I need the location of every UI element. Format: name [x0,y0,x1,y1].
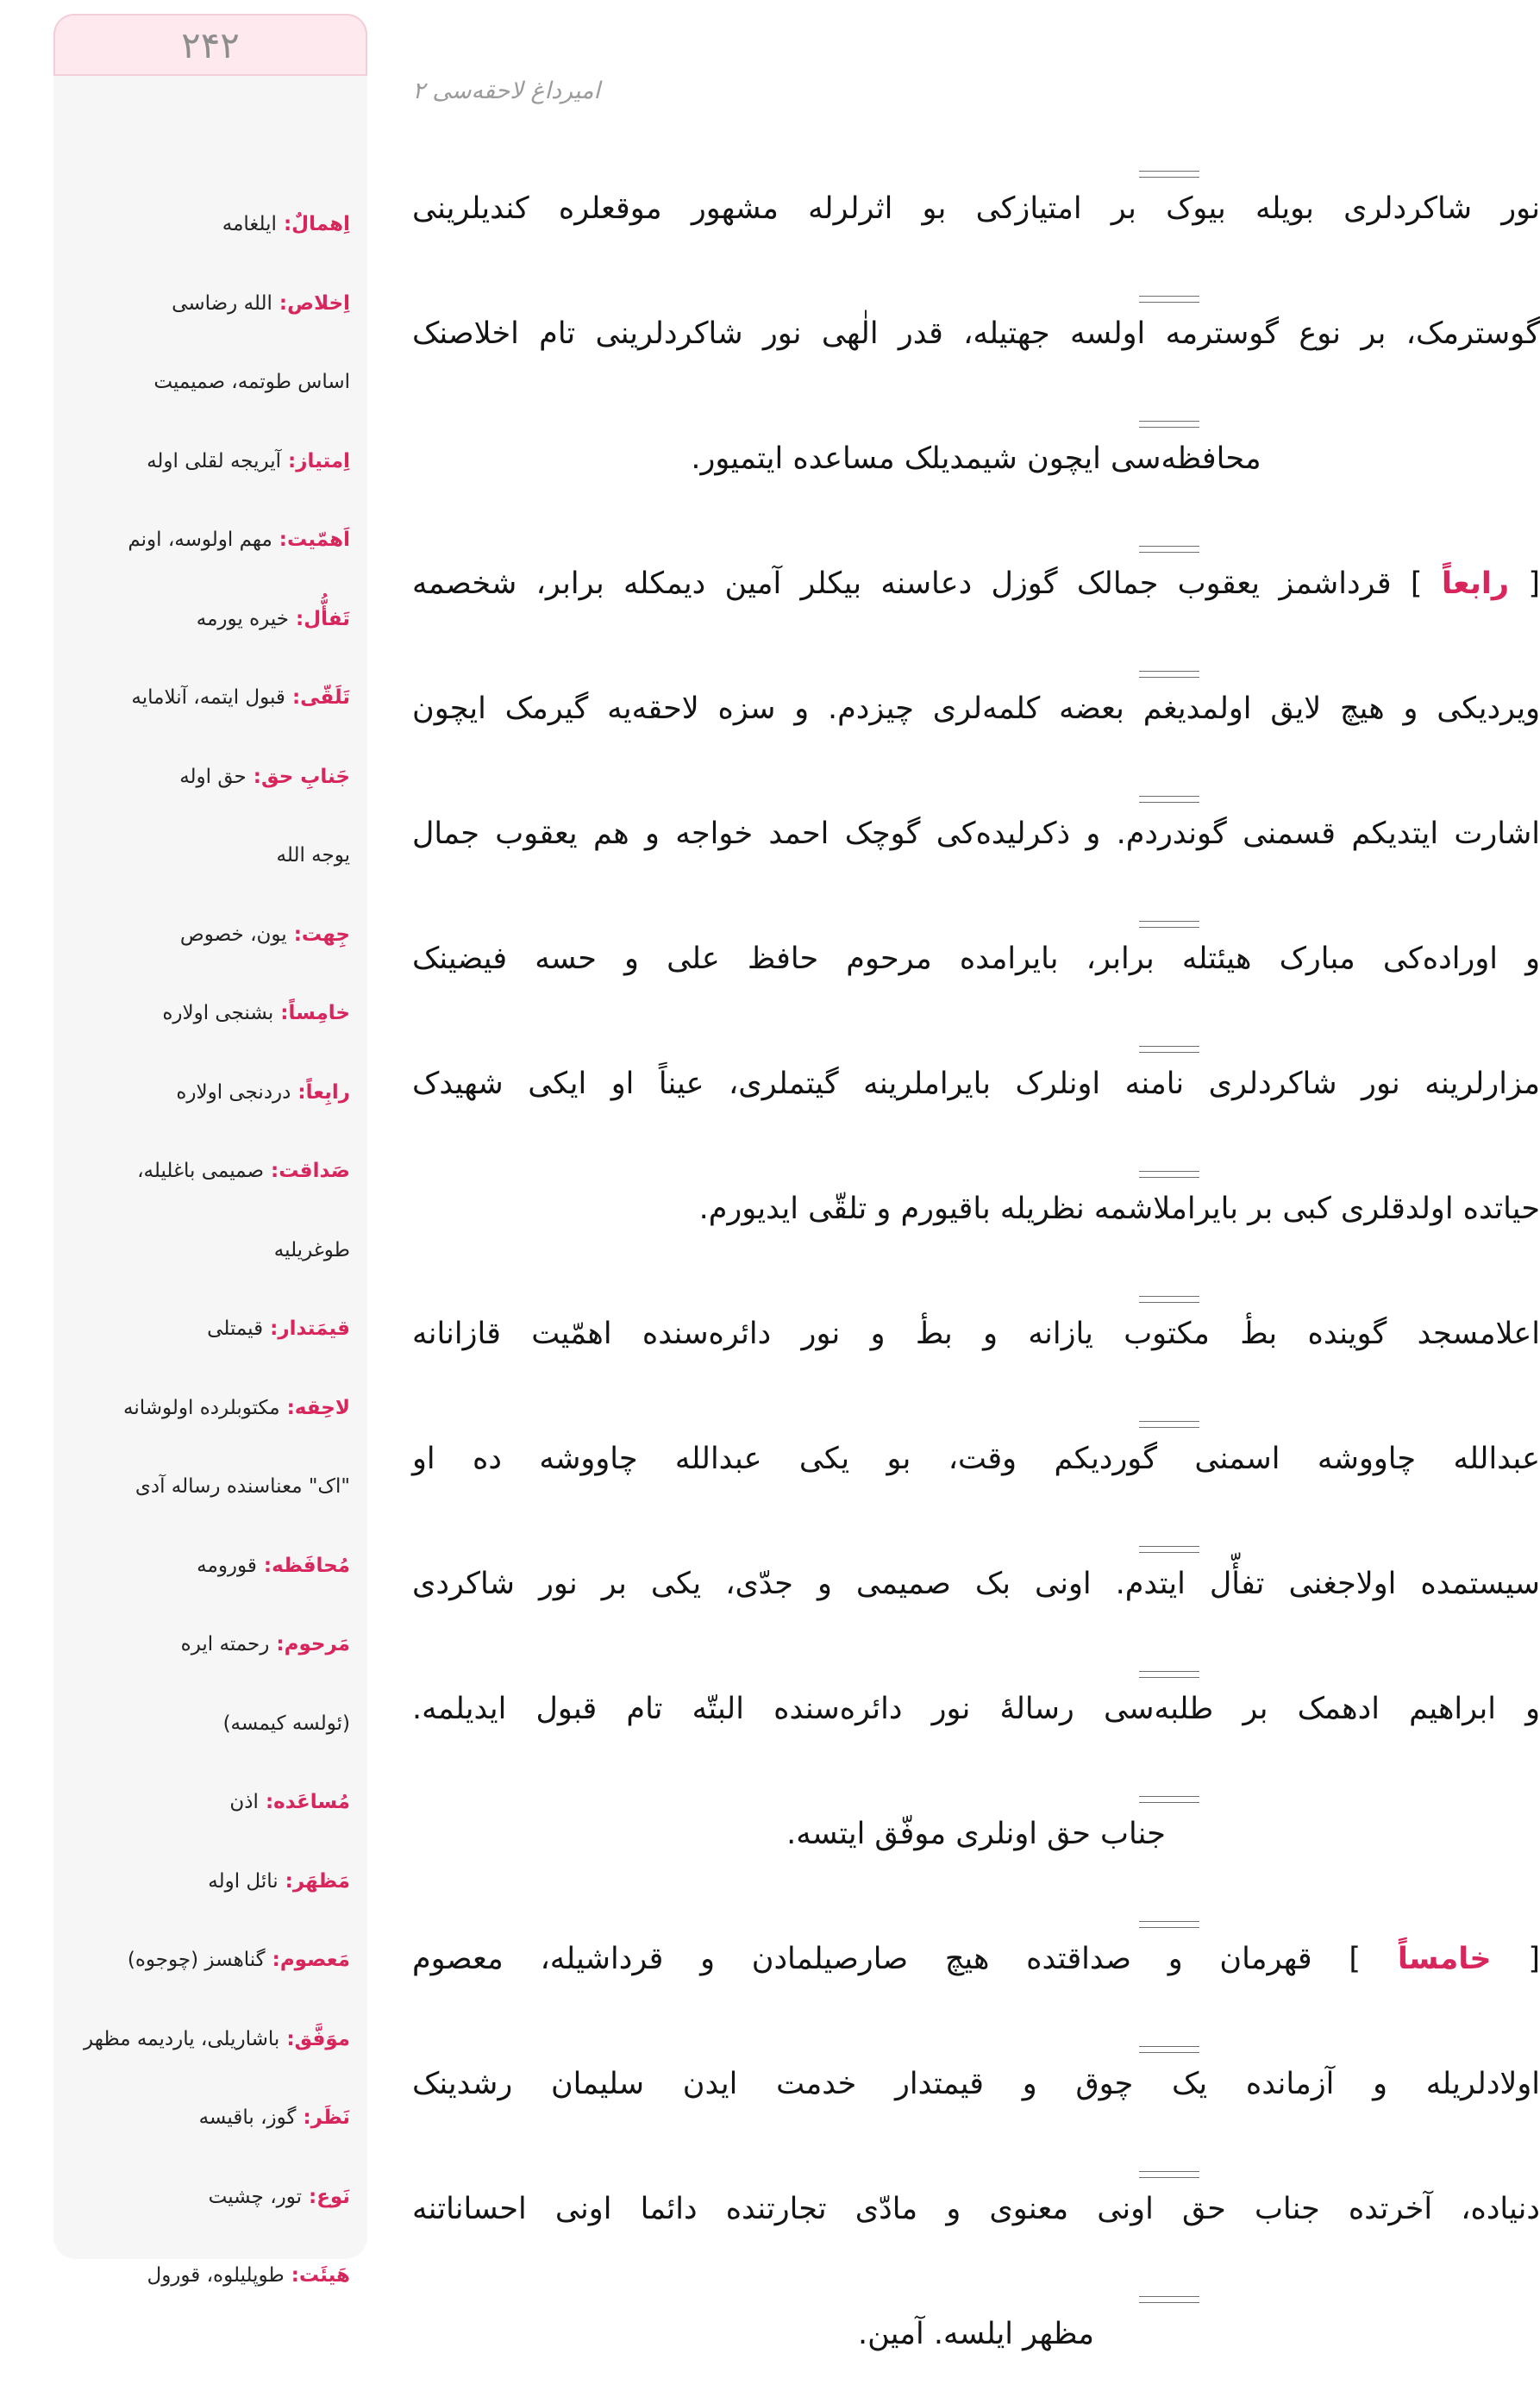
glossary-definition: قیمتلی [207,1317,264,1340]
glossary-entry [64,2025,350,2053]
glossary-term: مَظهَر: [278,1869,350,1893]
paragraph [405,522,1540,1272]
glossary-definition: مهم اولوسه، اونم [128,529,272,551]
text-line [405,1522,1540,1647]
line-text: قهرمان و صداقتده هیچ صارصیلمادن و قرداشیله، معصوم [412,1942,1312,1976]
glossary-term: جَنابِ حق: [246,765,350,788]
line-text: نور شاکردلری بویله بیوک بر امتیازکی بو اثرلرله مشهور موقعلره کندیلرینی [412,191,1540,226]
glossary-entry [64,1473,350,1500]
glossary-term: اِخلاص: [272,291,350,315]
glossary-term: نَوع: [302,2185,350,2208]
running-head: امیرداغ لاحقه‌سی ۲ [412,78,600,104]
line-text: اشارت ایتدیکم قسمنی گوندردم. و ذکرلیده‌کی گوچک احمد خواجه و هم یعقوب جمال [412,817,1540,851]
glossary-entry [64,842,350,869]
glossary-entry [64,921,350,948]
glossary-term: لاحِقه: [279,1396,350,1419]
glossary-term: مَعصوم: [265,1949,350,1971]
glossary-term: رابِعاً: [291,1080,350,1104]
glossary-term: صَداقت: [263,1160,350,1182]
glossary-definition: الله رضاسی [172,291,272,315]
text-line [405,1147,1540,1272]
glossary-term: مُساعَده: [258,1791,350,1813]
section-label: [ خامساً ] [1312,1942,1540,1976]
text-line [405,1022,1540,1147]
glossary-term: مُحافَظه: [256,1554,350,1577]
glossary-definition: قورومه [197,1554,257,1577]
glossary-entry [64,999,350,1027]
glossary-definition: اذن [229,1791,259,1813]
glossary-entry [64,1710,350,1737]
line-text: سیستمده اولاجغنی تفأّل ایتدم. اونی بک صمیمی و جدّی، یکی بر نور شاکردی [412,1567,1540,1601]
glossary-sidebar [53,14,367,2287]
glossary-entry [64,1157,350,1185]
glossary-term: نَظَر: [296,2106,350,2129]
glossary-definition: یون، خصوص [179,923,287,946]
text-line [405,1397,1540,1522]
glossary-definition: اساس طوتمه، صمیمیت [153,371,350,393]
glossary-definition: باشاریلی، یاردیمه مظهر [84,2027,280,2050]
text-line [405,2272,1540,2397]
glossary-entry [64,1394,350,1422]
section-label: [ رابعاً ] [1391,566,1540,601]
text-line [405,1897,1540,2022]
glossary-definition: قبول ایتمه، آنلامایه [131,686,285,709]
glossary-entry [64,1552,350,1580]
glossary-entry [64,2183,350,2211]
glossary-entry [64,526,350,554]
glossary-entry [64,684,350,711]
line-text: اولادلریله و آزمانده یک چوق و قیمتدار خدمت ایدن سلیمان رشدینک [412,2067,1540,2101]
text-line [405,272,1540,397]
glossary-definition: بشنجی اولاره [162,1002,274,1024]
glossary-term: قیمَتدار: [263,1317,350,1340]
glossary-entry [64,1630,350,1658]
glossary-definition: دردنجی اولاره [176,1080,291,1104]
glossary-definition: آیریجه لقلی اوله [147,449,282,473]
glossary-term: اِهمالٌ: [276,213,350,235]
glossary-definition: طوغریلیه [273,1238,350,1261]
glossary-entry [64,2104,350,2131]
glossary-term: موَفَّق: [279,2027,350,2050]
glossary-definition: گناهسز (چوجوه) [127,1949,266,1971]
glossary-definition: حق اوله [179,765,247,788]
text-line [405,772,1540,897]
glossary-entry [64,763,350,791]
glossary-entry [64,605,350,633]
paragraph [405,147,1540,522]
glossary-term: جِهت: [286,923,350,946]
line-text: و اوراده‌کی مبارک هیئتله برابر، بایرامده مرحوم حافظ علی و حسه فیضینک [412,942,1540,976]
paragraph [405,1272,1540,1897]
text-line [405,1772,1540,1897]
glossary-entry [64,1788,350,1816]
paragraph [405,1897,1540,2397]
glossary-definition: "اک" معناسنده رساله آدی [135,1475,350,1498]
glossary-entry [64,290,350,317]
glossary-term: اِمتیاز: [281,449,350,473]
line-text: حیاتده اولدقلری کبی بر بایراملاشمه نظریله باقیورم و تلقّی ایدیورم. [698,1192,1540,1226]
line-text: محافظه‌سی ایچون شیمدیلک مساعده ایتمیور. [691,441,1261,476]
glossary-definition: خیره یورمه [196,607,289,630]
page-number-tab [53,14,367,76]
text-line [405,1272,1540,1397]
glossary-entry [64,1315,350,1342]
line-text: عبدالله چاووشه اسمنی گوردیکم وقت، بو یکی عبدالله چاووشه ده او [412,1442,1540,1476]
glossary-entry [64,1079,350,1106]
glossary-entry [64,368,350,396]
glossary-definition: نائل اوله [208,1869,279,1893]
line-text: ویردیکی و هیچ لایق اولمدیغم بعضه کلمه‌لری چیزدم. و سزه لاحقه‌یه گیرمک ایچون [412,692,1540,726]
glossary-entry [64,2262,350,2289]
glossary-term: هَیئَت: [284,2264,350,2287]
glossary-definition: رحمته ایره [180,1633,270,1655]
text-line [405,2022,1540,2147]
glossary-entry [64,447,350,475]
glossary-entry [64,1236,350,1264]
glossary-definition: صمیمی باغلیله، [137,1160,264,1182]
glossary-definition: طوپلیلوه، قورول [147,2264,285,2287]
text-line [405,1647,1540,1772]
page-number: ۲۴۲ [181,23,240,66]
section-label-text: خامساً [1397,1942,1492,1976]
glossary-list [53,76,367,2289]
line-text: قرداشمز یعقوب جمالک گوزل دعاسنه بیکلر آمین دیمکله برابر، شخصمه [412,566,1392,601]
section-label-text: رابعاً [1441,566,1510,601]
text-line [405,147,1540,272]
glossary-entry [64,1946,350,1974]
glossary-term: تَفأُّل: [289,607,350,630]
line-text: و ابراهیم ادهمک بر طلبه‌سی رساله‌ٔ نور دائره‌سنده البتّه تام قبول ایدیلمه. [412,1692,1540,1726]
glossary-definition: (ئولسه کیمسه) [222,1712,350,1735]
line-text: دنیاده، آخرتده جناب حق اونی معنوی و مادّی تجارتنده دائما اونی احساناتنه [412,2192,1540,2226]
text-line [405,897,1540,1022]
glossary-entry [64,1868,350,1895]
glossary-term: اَهمّیت: [272,529,350,551]
glossary-definition: گوز، باقیسه [198,2106,297,2129]
text-line [405,2147,1540,2272]
main-text [405,147,1540,2397]
glossary-term: خامِساً: [273,1002,350,1024]
line-text: گوسترمک، بر نوع گوسترمه اولسه جهتیله، قدر الٰهی نور شاکردلرینی تام اخلاصنک [412,316,1540,351]
glossary-entry [64,210,350,238]
line-text: جناب حق اونلری موفّق ایتسه. [786,1817,1166,1851]
text-line [405,397,1540,522]
line-text: مظهر ایلسه. آمین. [857,2317,1095,2351]
glossary-definition: ایلغامه [222,213,277,235]
glossary-definition: یوجه الله [276,844,350,867]
line-text: مزارلرینه نور شاکردلری نامنه اونلرک بایراملرینه گیتملری، عیناً او ایکی شهیدک [412,1067,1540,1101]
glossary-term: مَرحوم: [269,1633,350,1655]
glossary-term: تَلَقّی: [285,686,350,709]
text-line [405,647,1540,772]
line-text: اعلامسجد گوینده بطٔ مکتوب یازانه و بطٔ و نور دائره‌سنده اهمّیت قازانانه [412,1317,1540,1351]
glossary-definition: مکتوبلرده اولوشانه [123,1396,280,1419]
text-line [405,522,1540,647]
glossary-definition: تور، چشیت [208,2185,303,2208]
